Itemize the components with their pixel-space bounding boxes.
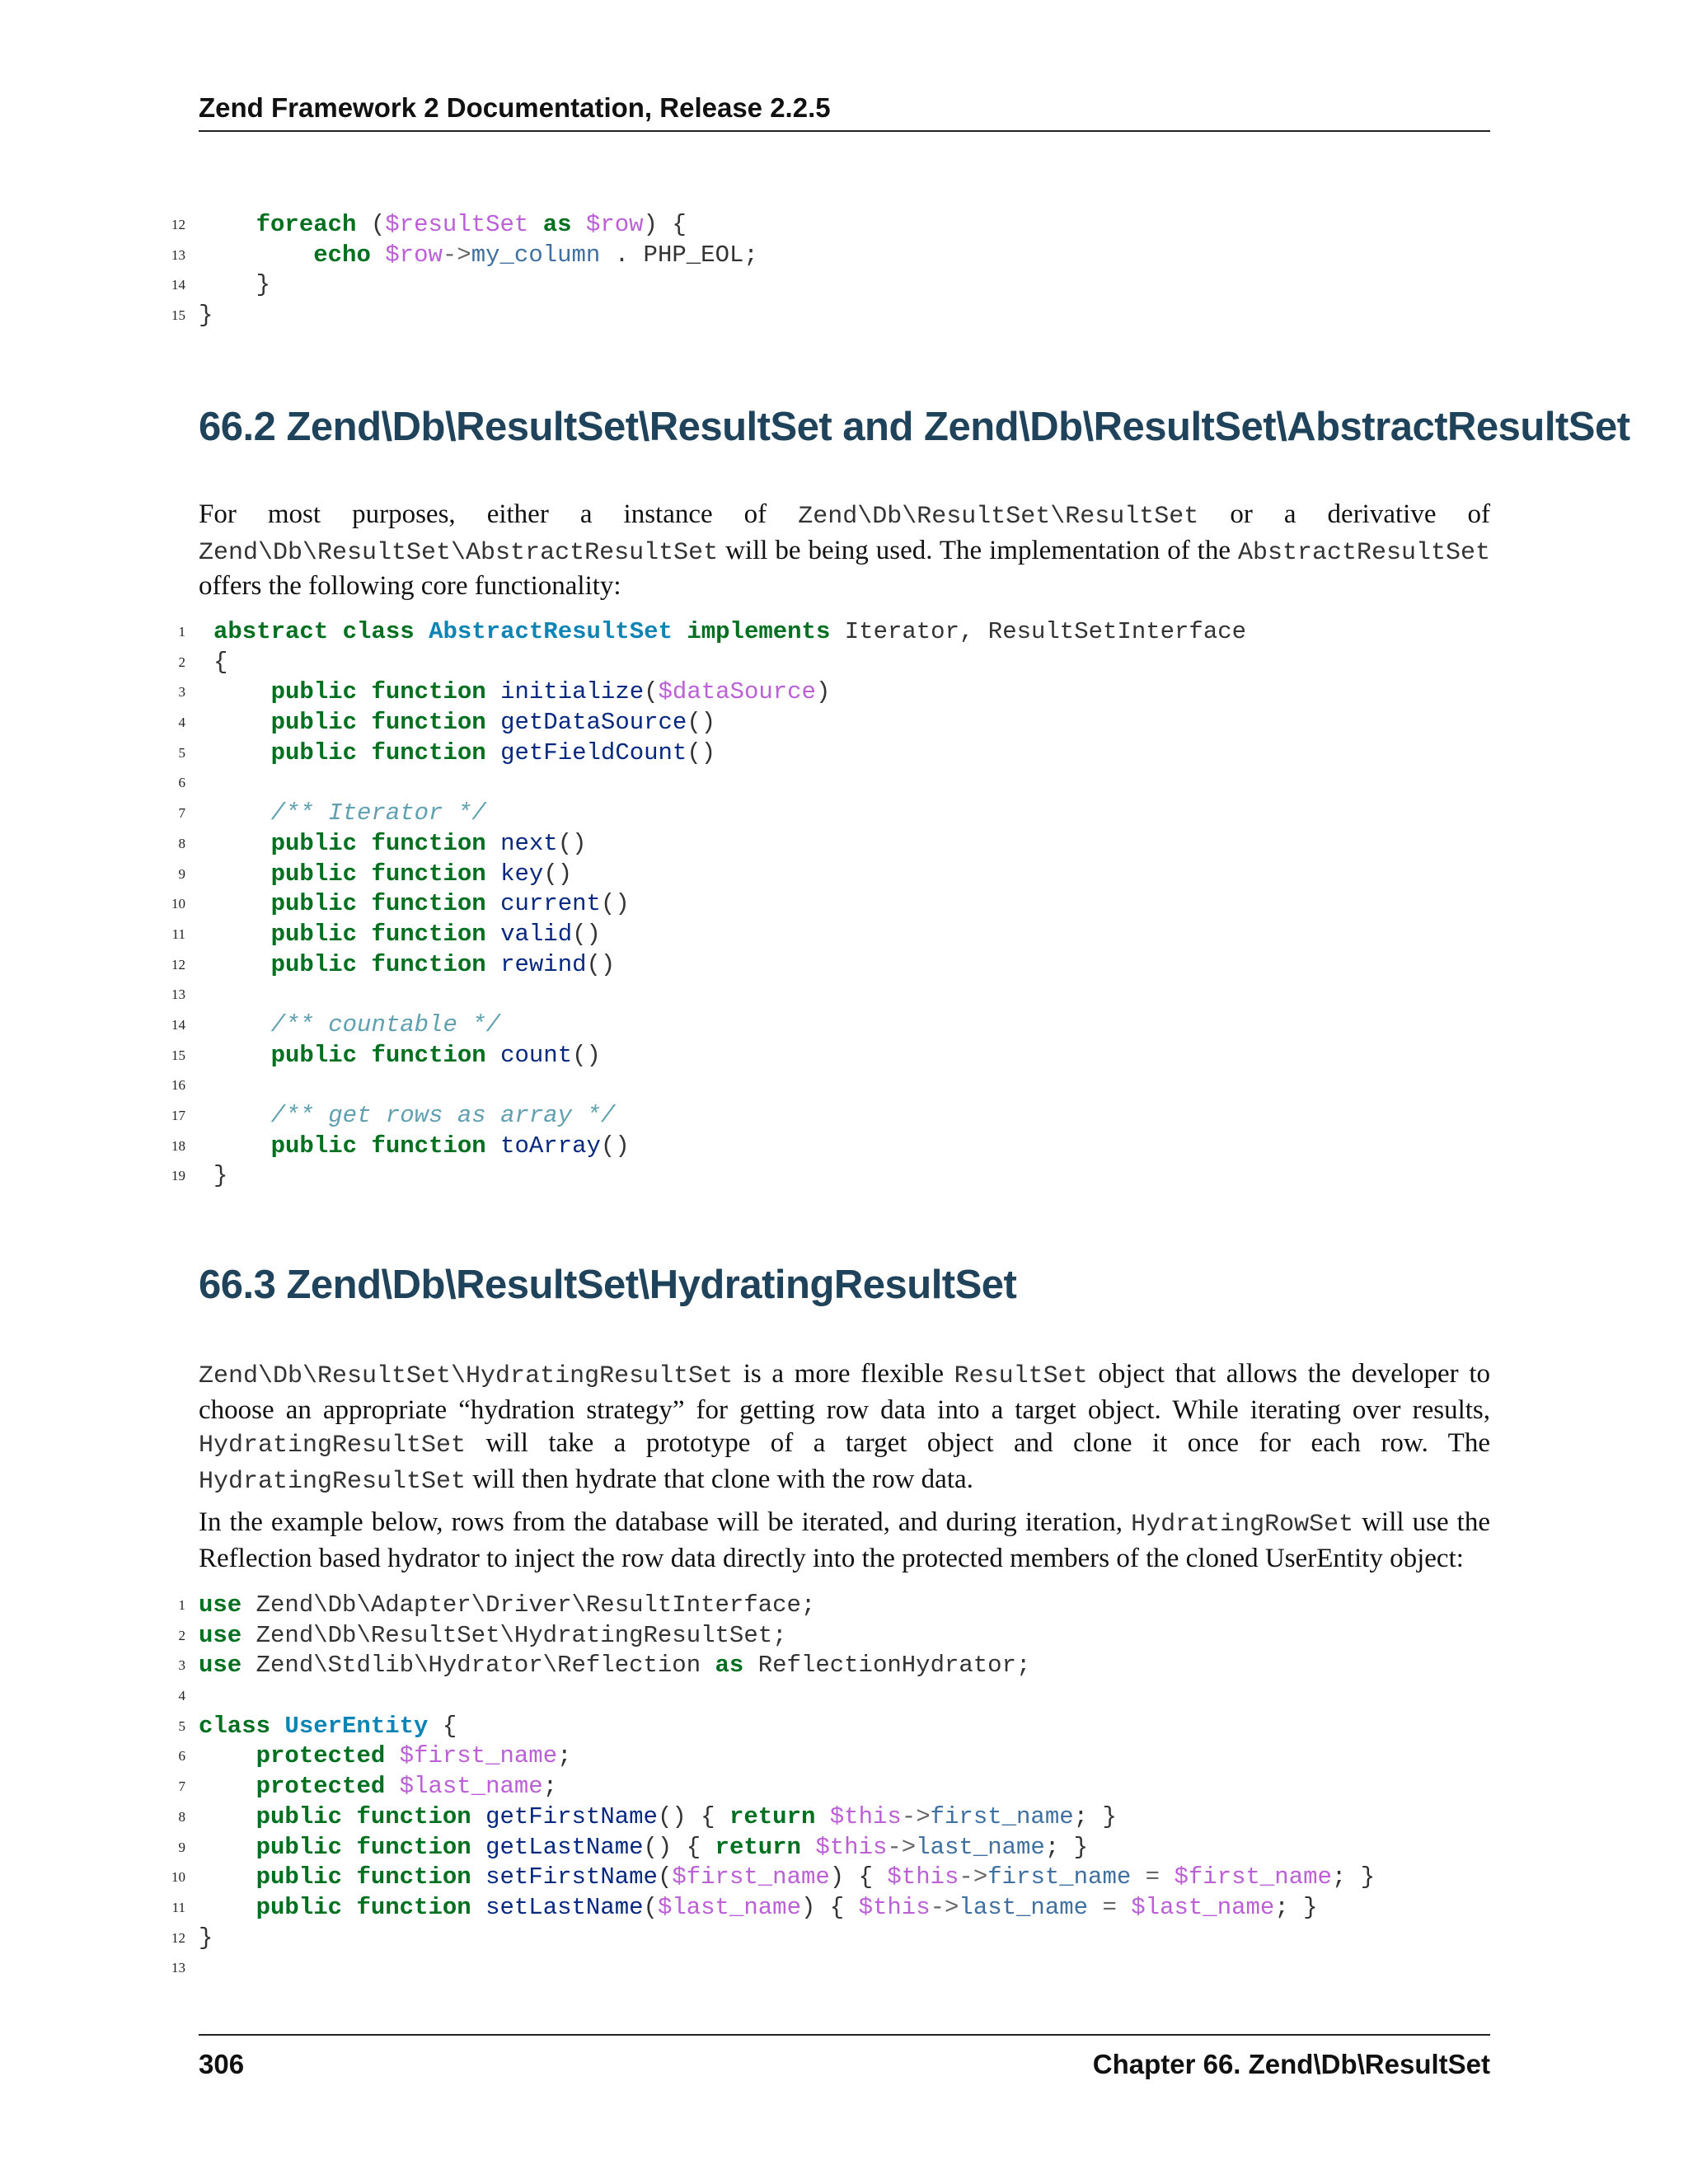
code-block-continued bbox=[171, 210, 1490, 331]
code-line: 12 foreach ($resultSet as $row) { bbox=[199, 210, 1490, 241]
code-line: 4 public function getDataSource() bbox=[213, 708, 1505, 738]
code-line: 1 use Zend\Db\Adapter\Driver\ResultInterface; bbox=[199, 1591, 1490, 1621]
line-number: 4 bbox=[178, 715, 185, 731]
code-line: 5 class UserEntity { bbox=[199, 1712, 1490, 1742]
line-number: 11 bbox=[171, 926, 185, 942]
inline-code: HydratingResultSet bbox=[199, 1467, 467, 1496]
code-line: 3 use Zend\Stdlib\Hydrator\Reflection as ReflectionHydrator; bbox=[199, 1651, 1490, 1681]
text: will use the Reflection based hydrator to inject the row data directly into the protected members of the cloned UserEntity object: bbox=[199, 1507, 1490, 1573]
inline-code: Zend\Db\ResultSet\AbstractResultSet bbox=[199, 538, 719, 567]
line-number: 5 bbox=[178, 1718, 185, 1734]
inline-code: HydratingResultSet bbox=[199, 1432, 467, 1460]
text: offers the following core functionality: bbox=[199, 571, 621, 601]
section-heading-66-3: 66.3 Zend\Db\ResultSet\HydratingResultSet bbox=[199, 1263, 1017, 1307]
text: or a derivative of bbox=[1198, 499, 1491, 529]
code-line bbox=[171, 1953, 1490, 1984]
code-line: 18 public function toArray() bbox=[213, 1132, 1505, 1162]
text: is a more flexible bbox=[733, 1359, 954, 1389]
code-line: 13 echo $row->my_column . PHP_EOL; bbox=[199, 241, 1490, 271]
line-number: 13 bbox=[171, 1960, 185, 1976]
line-number: 6 bbox=[178, 775, 185, 791]
line-number: 17 bbox=[171, 1108, 185, 1123]
inline-code: ResultSet bbox=[954, 1362, 1088, 1390]
code-line: 11 public function valid() bbox=[213, 920, 1505, 950]
code-block-user-entity bbox=[171, 1591, 1490, 1984]
section-heading-66-2: 66.2 Zend\Db\ResultSet\ResultSet and Zend\Db\ResultSet\AbstractResultSet bbox=[199, 405, 1630, 449]
code-block-abstract-resultset bbox=[171, 617, 1505, 1192]
code-line bbox=[178, 1681, 1490, 1712]
line-number: 3 bbox=[178, 1657, 185, 1674]
page-footer bbox=[199, 2034, 1490, 2085]
code-line: 7 protected $last_name; bbox=[199, 1772, 1490, 1802]
code-line: 8 public function getFirstName() { return $this->first_name; } bbox=[199, 1802, 1490, 1833]
line-number: 12 bbox=[171, 217, 185, 232]
line-number: 6 bbox=[178, 1748, 185, 1765]
code-line: 10 public function setFirstName($first_name) { $this->first_name = $first_name; } bbox=[199, 1863, 1490, 1893]
line-number: 15 bbox=[171, 1047, 185, 1063]
line-number: 2 bbox=[178, 654, 185, 670]
header-title: Zend Framework 2 Documentation, Release 2.2.5 bbox=[199, 92, 831, 123]
line-number: 10 bbox=[171, 1869, 185, 1886]
line-number: 16 bbox=[171, 1077, 185, 1094]
code-line: 9 public function key() bbox=[213, 860, 1505, 890]
code-line: 15 public function count() bbox=[213, 1041, 1505, 1071]
line-number: 8 bbox=[178, 835, 185, 851]
code-line: 2 { bbox=[213, 648, 1505, 678]
text: In the example below, rows from the database will be iterated, and during iteration, bbox=[199, 1507, 1132, 1537]
line-number: 13 bbox=[171, 987, 185, 1003]
running-header bbox=[199, 92, 1490, 132]
code-line: 3 public function initialize($dataSource) bbox=[213, 677, 1505, 708]
line-number: 19 bbox=[171, 1168, 185, 1184]
code-line: 10 public function current() bbox=[213, 889, 1505, 920]
text: For most purposes, either a instance of bbox=[199, 499, 799, 529]
code-line: 2 use Zend\Db\ResultSet\HydratingResultSet; bbox=[199, 1621, 1490, 1652]
code-line: 12 public function rewind() bbox=[213, 950, 1505, 981]
line-number: 14 bbox=[171, 277, 185, 293]
line-number: 3 bbox=[178, 684, 185, 701]
line-number: 12 bbox=[171, 956, 185, 972]
code-line bbox=[171, 980, 1505, 1010]
line-number: 15 bbox=[171, 307, 185, 324]
code-line: 17 /** get rows as array */ bbox=[213, 1101, 1505, 1132]
code-line: 12 } bbox=[199, 1924, 1490, 1954]
code-line: 11 public function setLastName($last_name) { $this->last_name = $last_name; } bbox=[199, 1893, 1490, 1924]
text: will be being used. The implementation of the bbox=[718, 535, 1238, 565]
code-line: 5 public function getFieldCount() bbox=[213, 738, 1505, 769]
code-line: 14 } bbox=[199, 270, 1490, 301]
line-number: 10 bbox=[171, 896, 185, 912]
inline-code: Zend\Db\ResultSet\HydratingResultSet bbox=[199, 1362, 734, 1390]
code-line: 6 protected $first_name; bbox=[199, 1741, 1490, 1772]
line-number: 5 bbox=[178, 744, 185, 761]
line-number: 14 bbox=[171, 1016, 185, 1033]
paragraph-hydrating-intro bbox=[199, 1357, 1490, 1498]
line-number: 11 bbox=[171, 1899, 185, 1915]
text: will then hydrate that clone with the row data. bbox=[466, 1464, 973, 1494]
code-line: 19 } bbox=[213, 1161, 1505, 1192]
line-number: 9 bbox=[178, 1839, 185, 1855]
code-line: 7 /** Iterator */ bbox=[213, 799, 1505, 829]
code-line: 8 public function next() bbox=[213, 829, 1505, 860]
paragraph-hydrating-example bbox=[199, 1506, 1490, 1575]
line-number: 13 bbox=[171, 246, 185, 263]
code-line bbox=[171, 1071, 1505, 1101]
code-line: 15 } bbox=[199, 301, 1490, 331]
text: object that allows the developer to choose an appropriate “hydration strategy” for getting row data into a target object. While iterating over results, bbox=[199, 1359, 1490, 1425]
code-line: 14 /** countable */ bbox=[213, 1010, 1505, 1041]
paragraph-abstract-intro bbox=[199, 498, 1490, 603]
code-line: 1 abstract class AbstractResultSet implements Iterator, ResultSetInterface bbox=[213, 617, 1505, 648]
line-number: 18 bbox=[171, 1137, 185, 1154]
line-number: 7 bbox=[178, 1779, 185, 1795]
line-number: 12 bbox=[171, 1929, 185, 1946]
line-number: 7 bbox=[178, 805, 185, 822]
line-number: 8 bbox=[178, 1808, 185, 1825]
line-number: 9 bbox=[178, 865, 185, 882]
line-number: 1 bbox=[178, 624, 185, 640]
inline-code: AbstractResultSet bbox=[1237, 538, 1490, 567]
code-line bbox=[178, 768, 1505, 799]
page-number: 306 bbox=[199, 2049, 245, 2079]
line-number: 4 bbox=[178, 1688, 185, 1704]
text: will take a prototype of a target object and clone it once for each row. The bbox=[466, 1428, 1490, 1458]
inline-code: Zend\Db\ResultSet\ResultSet bbox=[798, 503, 1199, 531]
line-number: 1 bbox=[178, 1597, 185, 1613]
code-line: 9 public function getLastName() { return $this->last_name; } bbox=[199, 1833, 1490, 1863]
footer-chapter-title: Chapter 66. Zend\Db\ResultSet bbox=[1092, 2049, 1490, 2079]
inline-code: HydratingRowSet bbox=[1131, 1511, 1354, 1539]
line-number: 2 bbox=[178, 1627, 185, 1643]
